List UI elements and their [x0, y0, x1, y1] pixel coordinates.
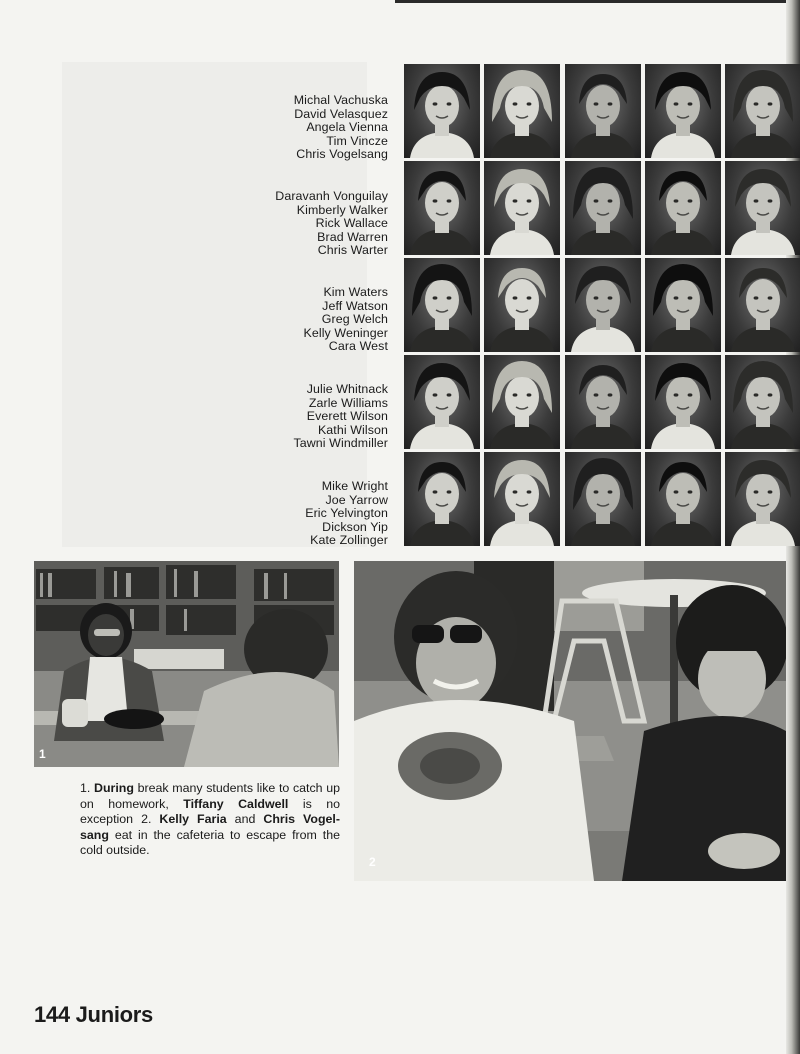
library-photo [34, 561, 339, 767]
caption-person-name: Kelly Faria [159, 812, 227, 826]
caption-person-name: Chris Vogel-sang [80, 812, 340, 842]
caption-number: 2. [141, 812, 152, 826]
student-portrait [725, 258, 800, 352]
top-rule [395, 0, 800, 3]
student-name: Daravanh Vonguilay [275, 189, 388, 203]
student-portrait [725, 355, 800, 449]
student-portrait [725, 452, 800, 546]
student-name: Mike Wright [321, 479, 388, 493]
student-name: Joe Yarrow [325, 492, 388, 507]
caption-person-name: Tiffany Caldwell [183, 796, 289, 811]
page-number: 144 [34, 1002, 70, 1027]
photo-number: 1 [39, 747, 46, 761]
section-title: Juniors [75, 1002, 153, 1027]
student-name: Chris Warter [317, 243, 388, 258]
photo-number: 2 [369, 855, 376, 869]
caption-text: break many students like to catch up on homework, [80, 781, 340, 811]
student-name: Angela Vienna [306, 120, 388, 135]
student-portrait [484, 355, 560, 449]
student-name: Zarle Williams [308, 395, 388, 410]
student-portrait [645, 452, 721, 546]
student-portrait [565, 452, 641, 546]
student-portrait [404, 258, 480, 352]
student-name: Tim Vincze [326, 133, 388, 148]
student-name: David Velasquez [294, 106, 388, 121]
caption-text: is no exception [80, 796, 340, 826]
student-name: Dickson Yip [322, 519, 388, 534]
student-name: Rick Wallace [315, 216, 388, 231]
student-portrait [725, 161, 800, 255]
student-portrait [404, 64, 480, 158]
page-folio [34, 1002, 153, 1028]
student-portrait [404, 452, 480, 546]
name-list-row-3 [303, 286, 388, 354]
student-name: Kathi Wilson [317, 422, 388, 437]
student-name: Eric Yelvington [305, 506, 388, 521]
photo-caption [80, 781, 340, 859]
student-name: Kim Waters [323, 285, 388, 299]
student-portrait [725, 64, 800, 158]
name-list-row-2 [275, 190, 388, 258]
student-portrait [645, 258, 721, 352]
student-portrait [484, 452, 560, 546]
student-name: Everett Wilson [306, 409, 388, 424]
student-portrait [484, 64, 560, 158]
student-portrait [565, 355, 641, 449]
student-name: Greg Welch [321, 312, 388, 327]
student-portrait [645, 355, 721, 449]
student-portrait [484, 161, 560, 255]
name-list-row-1 [294, 94, 388, 162]
caption-number: 1. [80, 781, 91, 795]
student-name: Chris Vogelsang [296, 147, 388, 162]
student-name: Cara West [328, 339, 388, 354]
caption-text: eat in the cafeteria to escape from the cold outside. [80, 827, 340, 857]
student-portrait [565, 258, 641, 352]
cafeteria-photo [354, 561, 786, 881]
student-portrait [565, 161, 641, 255]
student-name: Michal Vachuska [293, 93, 388, 107]
student-portrait [645, 161, 721, 255]
student-portrait [404, 161, 480, 255]
student-portrait [645, 64, 721, 158]
student-name: Tawni Windmiller [293, 436, 388, 451]
student-name: Jeff Watson [322, 298, 388, 313]
student-name: Kimberly Walker [296, 202, 388, 217]
caption-lead-word: During [94, 781, 134, 795]
student-portrait [484, 258, 560, 352]
student-portrait [565, 64, 641, 158]
student-name: Julie Whitnack [306, 382, 388, 396]
name-list-row-4 [293, 383, 388, 451]
student-name: Brad Warren [317, 229, 388, 244]
student-name: Kate Zollinger [310, 533, 388, 548]
caption-text: and [226, 812, 264, 826]
student-name: Kelly Weninger [303, 325, 388, 340]
name-list-row-5 [305, 480, 388, 548]
student-portrait [404, 355, 480, 449]
